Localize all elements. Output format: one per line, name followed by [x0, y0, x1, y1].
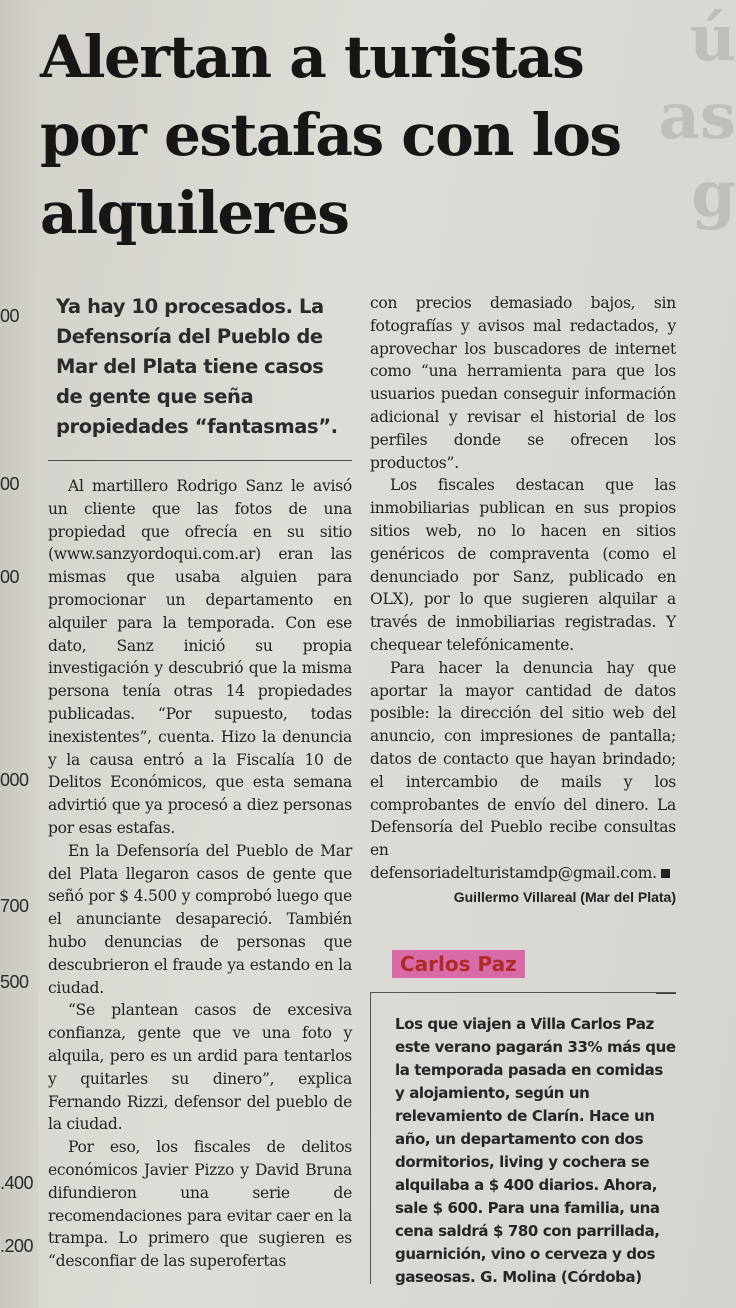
sidebar-box — [370, 992, 676, 1284]
margin-number: .400 — [0, 1173, 34, 1193]
body-paragraph: Al martillero Rodrigo Sanz le avisó un cliente que las fotos de una propiedad que ofrecía en su sitio (www.sanzyordoqui.com.ar) eran las mismas que usaba alguien para promocionar un departamento en alquiler para la temporada. Con ese dato, Sanz inició su propia investigación y descubrió que la misma persona tenía otras 14 propiedades publicadas. “Por supuesto, todas inexistentes”, cuenta. Hizo la denuncia y la causa entró a la Fiscalía 10 de Delitos Económicos, que esta semana advirtió que ya procesó a diez personas por esas estafas. — [48, 477, 352, 837]
margin-number: 00 — [0, 474, 20, 494]
body-paragraph — [370, 657, 676, 885]
body-paragraph: “Se plantean casos de excesiva confianza, gente que ve una foto y alquila, pero es un ardid para tentarlos y quitarles su dinero”, explica Fernando Rizzi, defensor del pueblo de la ciudad. — [48, 1001, 352, 1134]
sidebar-text: Los que viajen a Villa Carlos Paz este verano pagarán 33% más que la temporada pasada en comidas y alojamiento, según un relevamiento de Clarín. Hace un año, un departamento con dos dormitorios, living y cochera se alquilaba a $ 400 diarios. Ahora, sale $ 600. Para una familia, una cena saldrá $ 780 con parrillada, guarnición, vino o cerveza y dos gaseosas. G. Molina (Córdoba) — [395, 1015, 676, 1286]
lead-divider — [48, 460, 352, 461]
sidebar-section-label: Carlos Paz — [392, 950, 525, 978]
end-of-article-mark — [661, 869, 670, 878]
body-paragraph: En la Defensoría del Pueblo de Mar del Plata llegaron casos de gente que señó por $ 4.500 y comprobó luego que el anunciante desapareció. También hubo denuncias de personas que descubrieron el fraude ya estando en la ciudad. — [48, 841, 352, 997]
margin-number: 700 — [0, 896, 29, 916]
body-paragraph-text: Para hacer la denuncia hay que aportar la mayor cantidad de datos posible: la dirección del sitio web del anuncio, con impresiones de pantalla; datos de contacto que hayan brindado; el intercambio de mails y los comprobantes de envío del dinero. La Defensoría del Pueblo recibe consultas en defensoriadelturistamdp@gmail.com. — [370, 658, 676, 882]
article-headline: Alertan a turistas por estafas con los alquileres — [40, 23, 621, 247]
body-paragraph: Por eso, los fiscales de delitos económicos Javier Pizzo y David Bruna difundieron una serie de recomendaciones para evitar caer en la trampa. Lo primero que sugieren es “desconfiar de las superofertas — [48, 1138, 352, 1271]
margin-number: .200 — [0, 1236, 34, 1256]
article-byline: Guillermo Villareal (Mar del Plata) — [453, 888, 676, 905]
show-through-print: ú as g — [658, 1, 736, 232]
adjacent-column-bleed — [0, 0, 38, 1308]
body-paragraph: Los fiscales destacan que las inmobiliarias publican en sus propios sitios web, no lo hacen en sitios genéricos de compraventa (como el denunciado por Sanz, publicado en OLX), por lo que sugieren alquilar a través de inmobiliarias registradas. Y chequear telefónicamente. — [370, 476, 676, 654]
article-column-left — [48, 292, 352, 1273]
margin-number: 00 — [0, 306, 20, 326]
article-lead: Ya hay 10 procesados. La Defensoría del Pueblo de Mar del Plata tiene casos de gente que seña propiedades “fantasmas”. — [56, 295, 338, 438]
article-column-right — [370, 292, 676, 905]
margin-number: 500 — [0, 972, 29, 992]
margin-number: 00 — [0, 567, 20, 587]
margin-number: 000 — [0, 770, 29, 790]
body-paragraph: con precios demasiado bajos, sin fotografías y avisos mal redactados, y aprovechar los buscadores de internet como “una herramienta para que los usuarios puedan conseguir información adicional y revisar el historial de los perfiles donde se ofrecen los productos”. — [370, 294, 676, 472]
